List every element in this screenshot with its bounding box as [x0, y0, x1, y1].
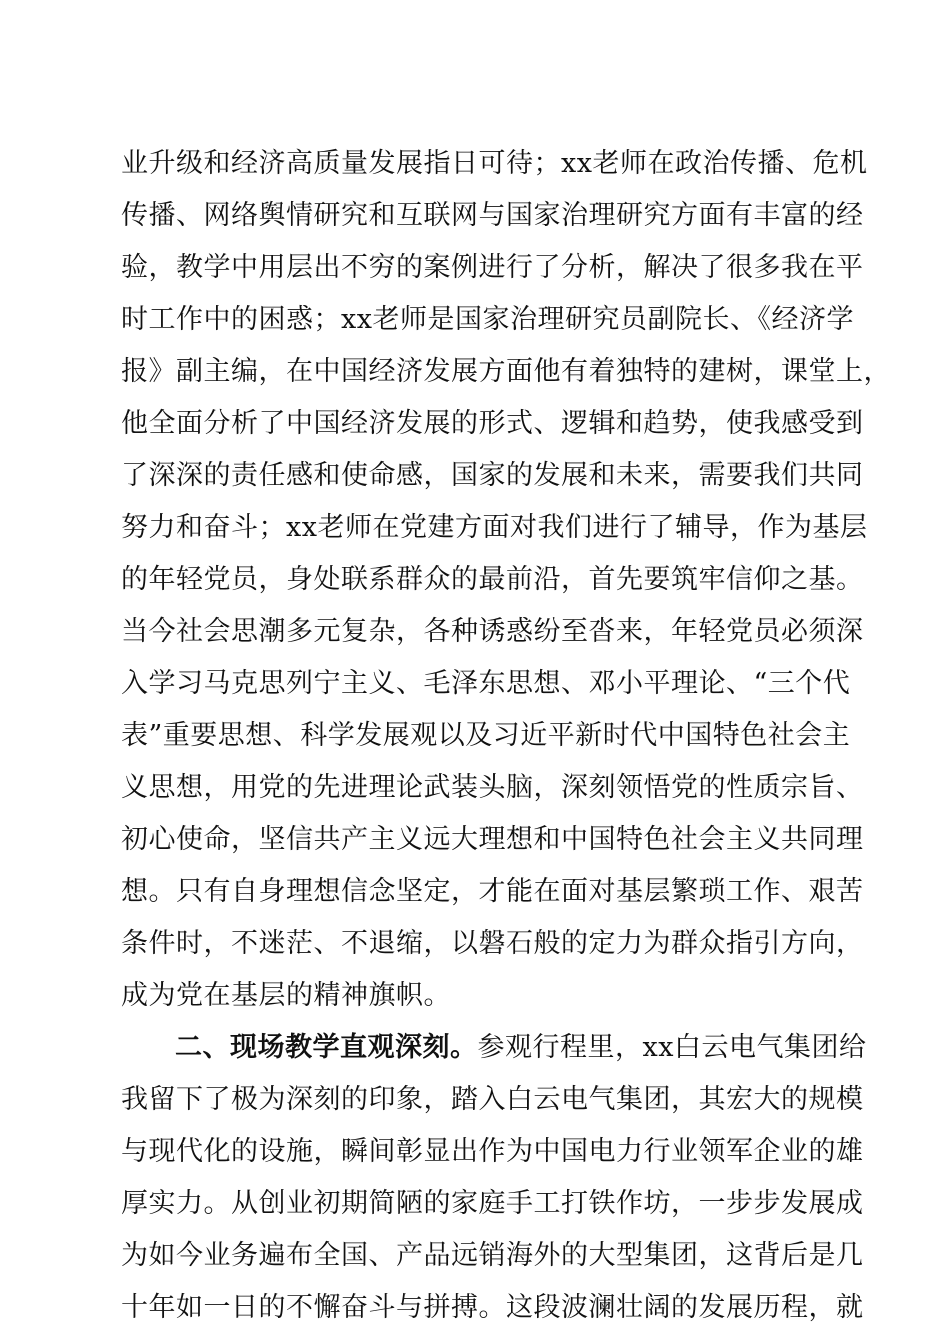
paragraph-line: 的年轻党员，身处联系群众的最前沿，首先要筑牢信仰之基。 [121, 564, 864, 595]
paragraph-line: 了深深的责任感和使命感，国家的发展和未来，需要我们共同 [121, 460, 864, 491]
paragraph-line: 与现代化的设施，瞬间彰显出作为中国电力行业领军企业的雄 [121, 1136, 864, 1167]
paragraph-line: 时工作中的困惑；xx老师是国家治理研究员副院长、《经济学 [121, 304, 854, 335]
paragraph-line: 想。只有自身理想信念坚定，才能在面对基层繁琐工作、艰苦 [121, 876, 864, 907]
paragraph-line: 我留下了极为深刻的印象，踏入白云电气集团，其宏大的规模 [121, 1084, 864, 1115]
paragraph-line: 他全面分析了中国经济发展的形式、逻辑和趋势，使我感受到 [121, 408, 864, 439]
paragraph-line: 当今社会思潮多元复杂，各种诱惑纷至沓来，年轻党员必须深 [121, 616, 864, 647]
paragraph-line: 努力和奋斗；xx老师在党建方面对我们进行了辅导，作为基层 [121, 512, 868, 543]
section-heading-line [121, 1022, 867, 1074]
section-heading: 二、现场教学直观深刻。 [175, 1032, 478, 1063]
paragraph-line: 十年如一日的不懈奋斗与拼搏。这段波澜壮阔的发展历程，就 [121, 1292, 864, 1323]
paragraph-line: 报》副主编，在中国经济发展方面他有着独特的建树，课堂上， [121, 356, 891, 387]
paragraph-line: 为如今业务遍布全国、产品远销海外的大型集团，这背后是几 [121, 1240, 864, 1271]
paragraph-line: 验，教学中用层出不穷的案例进行了分析，解决了很多我在平 [121, 252, 864, 283]
section-heading-rest: 参观行程里，xx白云电气集团给 [477, 1032, 867, 1063]
paragraph-line: 厚实力。从创业初期简陋的家庭手工打铁作坊，一步步发展成 [121, 1188, 864, 1219]
paragraph-line: 义思想，用党的先进理论武装头脑，深刻领悟党的性质宗旨、 [121, 772, 864, 803]
paragraph-line: 表”重要思想、科学发展观以及习近平新时代中国特色社会主 [121, 720, 851, 751]
paragraph-line: 传播、网络舆情研究和互联网与国家治理研究方面有丰富的经 [121, 200, 864, 231]
body-text [121, 138, 891, 1334]
paragraph-line: 成为党在基层的精神旗帜。 [121, 980, 451, 1011]
paragraph-line: 入学习马克思列宁主义、毛泽东思想、邓小平理论、“三个代 [121, 668, 851, 699]
paragraph-line: 条件时，不迷茫、不退缩，以磐石般的定力为群众指引方向， [121, 928, 864, 959]
paragraph-line: 初心使命，坚信共产主义远大理想和中国特色社会主义共同理 [121, 824, 864, 855]
paragraph-line: 业升级和经济高质量发展指日可待；xx老师在政治传播、危机 [121, 148, 868, 179]
